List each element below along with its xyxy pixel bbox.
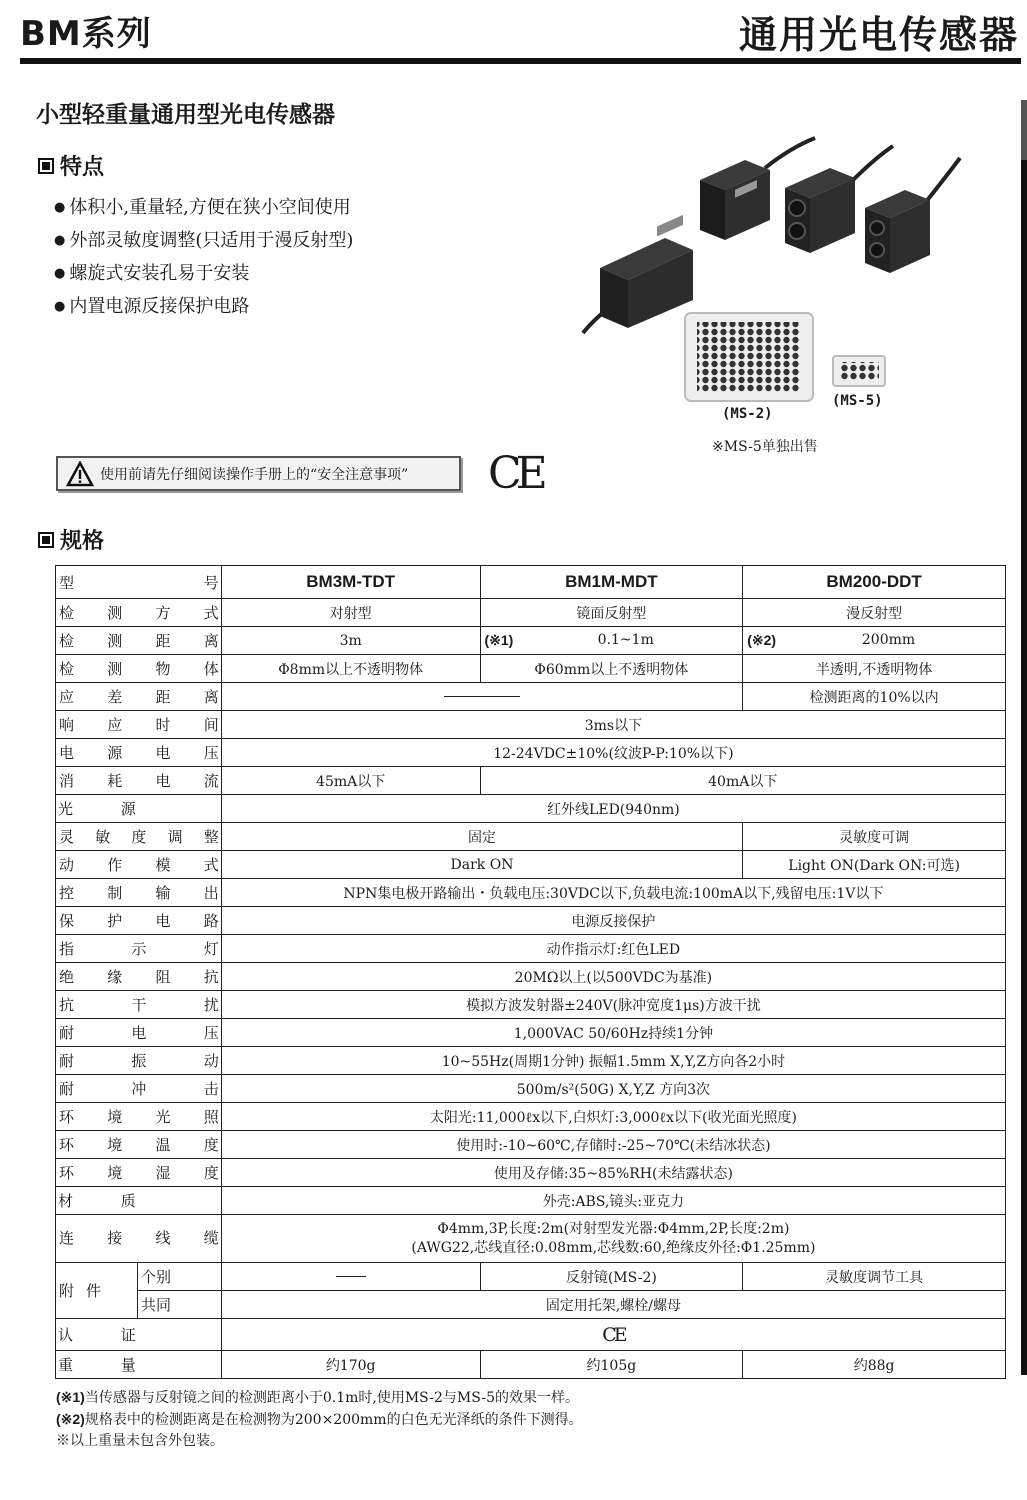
feature-item: ● 内置电源反接保护电路: [54, 295, 353, 328]
table-row: [56, 1187, 1006, 1215]
note-mark: (※2): [747, 632, 777, 648]
row-label: 附件: [56, 1263, 138, 1319]
cell-value: 200mm: [861, 632, 916, 648]
model-name: BM3M-TDT: [221, 566, 480, 599]
footnote-text: 规格表中的检测距离是在检测物为200×200mm的白色无光泽纸的条件下测得。: [84, 1412, 583, 1428]
row-label: 型号: [56, 566, 222, 599]
safety-warning: [56, 456, 461, 491]
table-row: [56, 627, 1006, 655]
table-cell: 约105g: [480, 1351, 743, 1379]
not-applicable-dash: [444, 696, 520, 697]
table-row: [56, 879, 1006, 907]
table-row: [56, 711, 1006, 739]
row-label: 环境温度: [56, 1131, 222, 1159]
table-row: [56, 767, 1006, 795]
table-row: [56, 1075, 1006, 1103]
page-edge-bar: [1021, 100, 1027, 1375]
table-cell: Φ8mm以上不透明物体: [221, 655, 480, 683]
table-cell: 检测距离的10%以内: [743, 683, 1006, 711]
square-bullet-icon: [38, 158, 54, 174]
ms5-caption: (MS-5): [832, 393, 883, 409]
product-photo: [575, 128, 965, 418]
table-cell: 漫反射型: [743, 599, 1006, 627]
table-cell: 外壳:ABS,镜头:亚克力: [221, 1187, 1005, 1215]
feature-item: ● 螺旋式安装孔易于安装: [54, 262, 353, 295]
table-cell: 太阳光:11,000ℓx以下,白炽灯:3,000ℓx以下(收光面光照度): [221, 1103, 1005, 1131]
table-cell: 灵敏度可调: [743, 823, 1006, 851]
row-sublabel: 个别: [137, 1263, 221, 1291]
table-cell: 红外线LED(940nm): [221, 795, 1005, 823]
footnotes: [56, 1386, 583, 1452]
table-cell: 12-24VDC±10%(纹波P-P:10%以下): [221, 739, 1005, 767]
table-cell: [221, 683, 742, 711]
safety-warning-text: 使用前请先仔细阅读操作手册上的“安全注意事项”: [100, 466, 409, 483]
model-name: BM200-DDT: [743, 566, 1006, 599]
table-cell: 模拟方波发射器±240V(脉冲宽度1μs)方波干扰: [221, 991, 1005, 1019]
row-label: 响应时间: [56, 711, 222, 739]
table-cell: 约170g: [221, 1351, 480, 1379]
table-cell: 镜面反射型: [480, 599, 743, 627]
table-row: [56, 739, 1006, 767]
row-label: 环境湿度: [56, 1159, 222, 1187]
table-row: [56, 1019, 1006, 1047]
table-cell: [221, 1215, 1005, 1263]
table-cell: Φ60mm以上不透明物体: [480, 655, 743, 683]
row-label: 检测物体: [56, 655, 222, 683]
table-cell: 1,000VAC 50/60Hz持续1分钟: [221, 1019, 1005, 1047]
table-row: [56, 1131, 1006, 1159]
ce-approval-icon: CE: [221, 1319, 1005, 1351]
table-cell: 20MΩ以上(以500VDC为基准): [221, 963, 1005, 991]
row-label: 控制输出: [56, 879, 222, 907]
ce-mark-icon: CE: [488, 448, 542, 499]
footnote: [56, 1408, 583, 1430]
model-name: BM1M-MDT: [480, 566, 743, 599]
table-row: [56, 599, 1006, 627]
row-label: 认证: [56, 1319, 222, 1351]
table-cell: 使用及存储:35~85%RH(未结露状态): [221, 1159, 1005, 1187]
table-cell: [743, 627, 1006, 655]
table-cell: 电源反接保护: [221, 907, 1005, 935]
table-cell: 45mA以下: [221, 767, 480, 795]
table-cell: 3ms以下: [221, 711, 1005, 739]
row-label: 材质: [56, 1187, 222, 1215]
table-cell: Dark ON: [221, 851, 742, 879]
row-label: 保护电路: [56, 907, 222, 935]
row-label: 耐冲击: [56, 1075, 222, 1103]
table-row: [56, 795, 1006, 823]
warning-triangle-icon: [66, 461, 94, 487]
row-label: 指示灯: [56, 935, 222, 963]
features-heading: [38, 150, 104, 181]
table-cell: 灵敏度调节工具: [743, 1263, 1006, 1291]
table-row: [56, 1047, 1006, 1075]
table-cell: 10~55Hz(周期1分钟) 振幅1.5mm X,Y,Z方向各2小时: [221, 1047, 1005, 1075]
ms5-note: ※MS-5单独出售: [712, 439, 818, 455]
footnote-mark: (※1): [56, 1389, 85, 1405]
page-edge-tab: [1021, 100, 1027, 160]
table-row: [56, 1215, 1006, 1263]
table-row: [56, 935, 1006, 963]
footnote-mark: (※2): [56, 1411, 85, 1427]
note-mark: (※1): [484, 632, 514, 648]
row-label: 绝缘阻抗: [56, 963, 222, 991]
table-cell: 半透明,不透明物体: [743, 655, 1006, 683]
table-row: [56, 683, 1006, 711]
table-cell: NPN集电极开路输出・负载电压:30VDC以下,负载电流:100mA以下,残留电压:1V以下: [221, 879, 1005, 907]
row-label: 检测距离: [56, 627, 222, 655]
row-sublabel: 共同: [137, 1291, 221, 1319]
table-cell: Light ON(Dark ON:可选): [743, 851, 1006, 879]
row-label: 连接线缆: [56, 1215, 222, 1263]
table-row: [56, 1263, 1006, 1291]
cell-value: 0.1~1m: [597, 632, 654, 648]
table-cell: 反射镜(MS-2): [480, 1263, 743, 1291]
row-label: 消耗电流: [56, 767, 222, 795]
ms2-caption: (MS-2): [722, 406, 773, 422]
row-label: 环境光照: [56, 1103, 222, 1131]
table-row: [56, 1291, 1006, 1319]
footnote: [56, 1386, 583, 1408]
table-cell: 3m: [221, 627, 480, 655]
table-row: [56, 851, 1006, 879]
footnote-text: 当传感器与反射镜之间的检测距离小于0.1m时,使用MS-2与MS-5的效果一样。: [84, 1390, 579, 1406]
row-label: 重量: [56, 1351, 222, 1379]
table-cell: 固定: [221, 823, 742, 851]
spec-heading-text: 规格: [60, 529, 105, 554]
table-row: [56, 1103, 1006, 1131]
table-cell: 500m/s²(50G) X,Y,Z 方向3次: [221, 1075, 1005, 1103]
row-label: 耐振动: [56, 1047, 222, 1075]
row-label: 检测方式: [56, 599, 222, 627]
table-row: [56, 566, 1006, 599]
table-row: [56, 655, 1006, 683]
feature-item: ● 外部灵敏度调整(只适用于漫反射型): [54, 229, 353, 262]
table-cell: 对射型: [221, 599, 480, 627]
table-cell: 固定用托架,螺栓/螺母: [221, 1291, 1005, 1319]
table-cell: 约88g: [743, 1351, 1006, 1379]
row-label: 抗干扰: [56, 991, 222, 1019]
header-rule: [20, 58, 1021, 64]
row-label: 应差距离: [56, 683, 222, 711]
row-label: 电源电压: [56, 739, 222, 767]
cable-line-1: Φ4mm,3P,长度:2m(对射型发光器:Φ4mm,2P,长度:2m): [437, 1220, 790, 1237]
table-cell: 使用时:-10~60℃,存储时:-25~70℃(未结冰状态): [221, 1131, 1005, 1159]
page-subtitle: 小型轻重量通用型光电传感器: [36, 102, 335, 128]
row-label: 灵敏度调整: [56, 823, 222, 851]
not-applicable-dash: [336, 1276, 366, 1277]
square-bullet-icon: [38, 532, 54, 548]
table-row: [56, 823, 1006, 851]
table-cell: [221, 1263, 480, 1291]
feature-list: [54, 196, 353, 328]
cable-line-2: (AWG22,芯线直径:0.08mm,芯线数:60,绝缘皮外径:Φ1.25mm): [411, 1239, 816, 1256]
table-row: [56, 991, 1006, 1019]
table-row: [56, 963, 1006, 991]
spec-table: [55, 565, 1006, 1379]
feature-item: ● 体积小,重量轻,方便在狭小空间使用: [54, 196, 353, 229]
footnote-text: ※以上重量未包含外包装。: [56, 1433, 224, 1449]
table-cell: [480, 627, 743, 655]
table-cell: 40mA以下: [480, 767, 1006, 795]
table-row: [56, 1351, 1006, 1379]
spec-heading: [38, 524, 104, 555]
row-label: 动作模式: [56, 851, 222, 879]
features-heading-text: 特点: [60, 155, 105, 180]
table-row: [56, 1319, 1006, 1351]
row-label: 耐电压: [56, 1019, 222, 1047]
table-cell: 动作指示灯:红色LED: [221, 935, 1005, 963]
row-label: 光源: [56, 795, 222, 823]
series-title: BM系列: [20, 14, 152, 54]
table-row: [56, 1159, 1006, 1187]
footnote: [56, 1430, 583, 1452]
category-title: 通用光电传感器: [738, 13, 1019, 57]
table-row: [56, 907, 1006, 935]
